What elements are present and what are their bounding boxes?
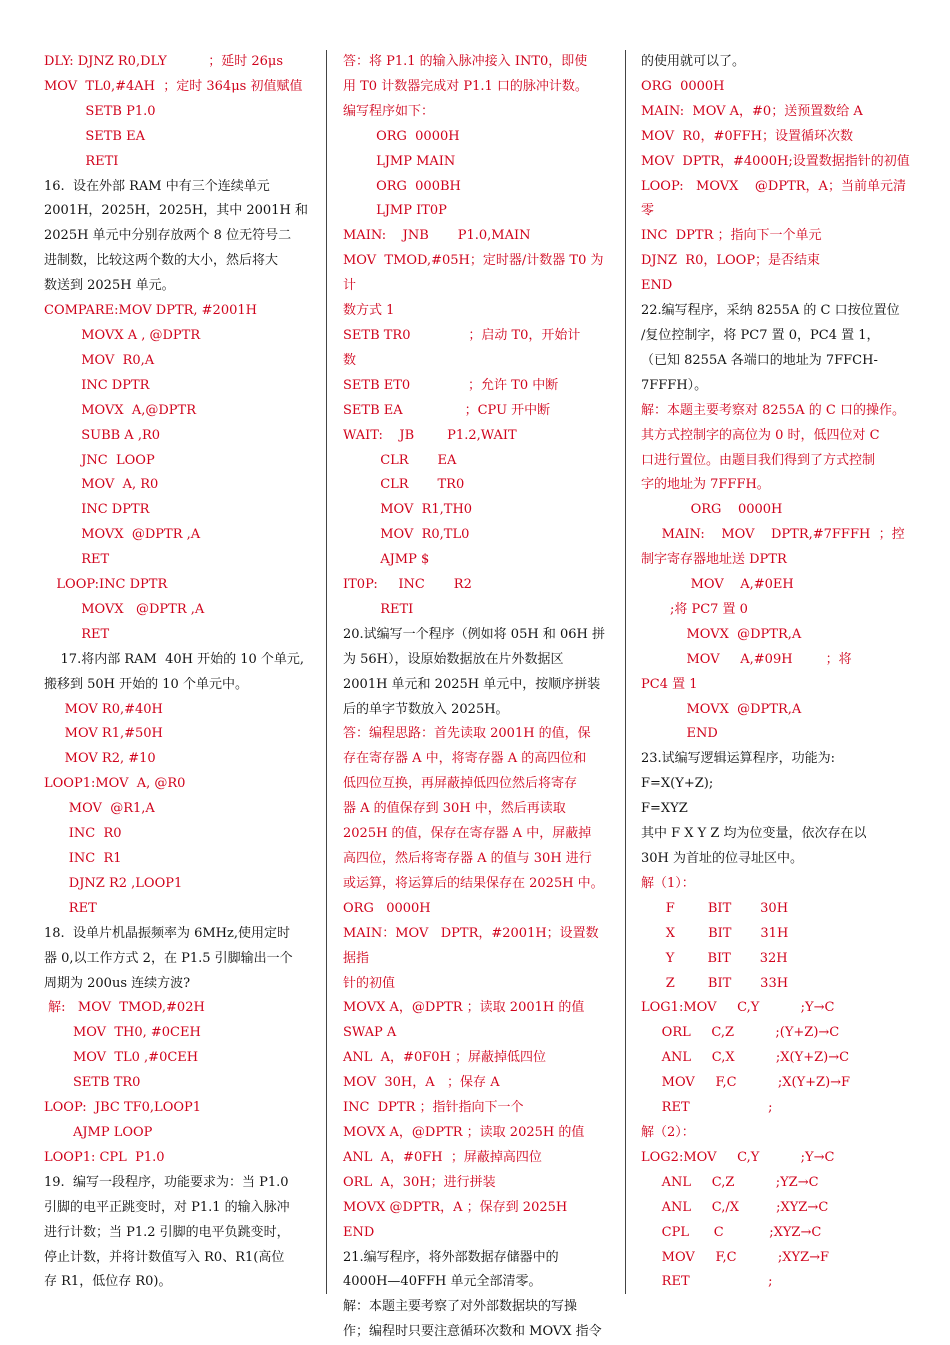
text-line: 低四位互换，再屏蔽掉低四位然后将寄存 [343,776,578,792]
text-line: 为 56H），设原始数据放在片外数据区 [343,651,564,667]
text-line: INC DPTR [44,502,150,518]
text-line: 后的单字节数放入 2025H。 [343,701,509,717]
text-line: 数方式 1 [343,303,395,319]
text-line: 存在寄存器 A 中，将寄存器 A 的高四位和 [343,751,587,767]
text-line: MOV R0,A [44,352,155,368]
text-line: MOVX A , @DPTR [44,327,201,343]
text-line: MOV A,#0EH [641,577,794,593]
text-line: MAIN: MOV DPTR,#7FFFH ；控 [641,527,905,543]
text-line: MOV R0,TL0 [343,527,470,543]
text-line: MAIN: MOV A，#0；送预置数给 A [641,103,863,119]
text-line: AJMP $ [343,552,430,568]
text-line: ORG 000BH [343,178,461,194]
text-line: SETB TR0 ；启动 T0，开始计 [343,327,581,343]
text-line: 零 [641,203,655,219]
text-line: 2025H 的值，保存在寄存器 A 中，屏蔽掉 [343,826,592,842]
text-line: 解：本题主要考察了对外部数据块的写操 [343,1299,578,1315]
text-line: ORG 0000H [641,502,783,518]
text-line: INC DPTR ；指向下一个单元 [641,228,822,244]
column-divider [625,50,626,1294]
text-line: 解：本题主要考察对 8255A 的 C 口的操作。 [641,402,905,418]
text-line: 其方式控制字的高位为 0 时，低四位对 C [641,427,880,443]
text-line: INC R0 [44,826,122,842]
text-line: COMPARE:MOV DPTR, #2001H [44,303,257,319]
text-line: ORG 0000H [343,900,431,916]
text-line: MOVX @DPTR ,A [44,527,201,543]
text-line: 引脚的电平正跳变时，对 P1.1 的输入脉冲 [44,1199,290,1215]
text-line: END [641,278,673,294]
text-line: 用 T0 计数器完成对 P1.1 口的脉冲计数。 [343,78,588,94]
text-line: MOV TMOD,#05H；定时器/计数器 T0 为计 [343,253,604,294]
text-line: LOG1:MOV C,Y ;Y→C [641,1000,835,1016]
text-line: F=X(Y+Z); [641,776,714,792]
text-line: CLR TR0 [343,477,465,493]
text-line: ORL A，30H；进行拼装 [343,1174,496,1190]
text-line: MOV TH0, #0CEH [44,1025,201,1041]
text-line: 2001H，2025H，2025H，其中 2001H 和 [44,203,308,219]
text-line: 20.试编写一个程序（例如将 05H 和 06H 拼 [343,626,605,642]
text-line: INC R1 [44,851,122,866]
text-line: MOV A,#09H ；将 [641,651,852,667]
text-line: LOOP: JBC TF0,LOOP1 [44,1100,202,1116]
text-line: 器 0,以工作方式 2，在 P1.5 引脚输出一个 [44,950,293,966]
text-line: ANL C,Z ;YZ→C [641,1174,819,1190]
text-line: SUBB A ,R0 [44,427,161,443]
text-line: SETB TR0 [44,1075,141,1091]
text-line: 7FFFH）。 [641,377,708,393]
text-line: 4000H—40FFH 单元全部清零。 [343,1274,542,1290]
text-line: 字的地址为 7FFFH。 [641,477,770,493]
text-line: MOV 30H，A ；保存 A [343,1075,500,1091]
text-line: ORG 0000H [343,128,460,144]
text-line: LOOP:INC DPTR [44,577,168,593]
text-line: AJMP LOOP [44,1124,153,1140]
text-line: MOV @R1,A [44,801,155,817]
text-line: END [343,1224,375,1240]
text-line: ANL C,X ;X(Y+Z)→C [641,1050,850,1066]
text-line: 编写程序如下： [343,103,435,119]
text-line: 作；编程时只要注意循环次数和 MOVX 指令 [343,1324,602,1340]
text-line: 的使用就可以了。 [641,54,746,69]
text-line: ANL A，#0F0H ；屏蔽掉低四位 [343,1050,546,1066]
text-line: INC DPTR ；指针指向下一个 [343,1100,524,1116]
text-line: LJMP IT0P [343,203,447,219]
text-line: 2025H 单元中分别存放两个 8 位无符号二 [44,228,292,244]
text-line: CLR EA [343,452,457,468]
text-line: MOV TL0 ,#0CEH [44,1050,199,1066]
text-line: DJNZ R0，LOOP；是否结束 [641,253,821,269]
text-line: 存 R1，低位存 R0)。 [44,1274,172,1290]
text-line: （已知 8255A 各端口的地址为 7FFCH- [641,352,878,368]
column-left [44,50,312,1295]
text-line: MOV A, R0 [44,477,159,493]
text-line: MOVX @DPTR,A [641,701,802,717]
column-middle [343,50,609,1345]
text-line: Y BIT 32H [641,950,788,966]
text-line: RET ; [641,1100,773,1116]
text-line: MOV R2, #10 [44,751,156,767]
text-line: 进行计数；当 P1.2 引脚的电平负跳变时， [44,1224,290,1240]
text-line: MOVX @DPTR ,A [44,601,205,617]
text-line: CPL C ;XYZ→C [641,1224,822,1240]
text-line: 解: MOV TMOD,#02H [44,1000,205,1016]
text-line: 制字寄存器地址送 DPTR [641,552,787,568]
text-line: 21.编写程序，将外部数据存储器中的 [343,1249,559,1265]
text-line: RET [44,552,110,568]
text-line: 30H 为首址的位寻址区中。 [641,851,804,866]
text-line: 针的初值 [343,975,396,991]
text-line: RET [44,626,110,642]
text-line: DLY: DJNZ R0,DLY ；延时 26μs [44,54,284,69]
text-line: MOV R1,#50H [44,726,163,742]
text-line: ANL C,/X ;XYZ→C [641,1199,829,1215]
text-line: F BIT 30H [641,900,789,916]
text-line: 解（1）： [641,875,695,891]
text-line: Z BIT 33H [641,975,789,991]
text-line: MOV R1,TH0 [343,502,473,518]
text-line: MOVX A，@DPTR ；读取 2025H 的值 [343,1124,585,1140]
text-line: JNC LOOP [44,452,155,468]
text-line: SWAP A [343,1025,397,1041]
text-line: 答：将 P1.1 的输入脉冲接入 INT0，即使 [343,54,588,69]
text-line: 18. 设单片机晶振频率为 6MHz,使用定时 [44,925,290,941]
text-line: 答：编程思路：首先读取 2001H 的值，保 [343,726,591,742]
text-line: ORG 0000H [641,78,725,94]
text-line: ;将 PC7 置 0 [641,601,748,617]
text-line: 解（2）： [641,1124,695,1140]
text-line: LJMP MAIN [343,153,456,169]
text-line: 17.将内部 RAM 40H 开始的 10 个单元, [44,651,305,667]
text-line: MOVX A，@DPTR ；读取 2001H 的值 [343,1000,585,1016]
text-line: X BIT 31H [641,925,789,941]
text-line: MOVX A,@DPTR [44,402,197,418]
text-line: MAIN：MOV DPTR，#2001H；设置数据指 [343,925,599,966]
text-line: 数送到 2025H 单元。 [44,278,175,294]
text-line: ORL C,Z ;(Y+Z)→C [641,1025,840,1041]
text-line: MOVX @DPTR,A [641,626,802,642]
text-line: SETB EA [44,128,145,144]
text-line: 器 A 的值保存到 30H 中，然后再读取 [343,801,566,817]
text-line: MOV R0，#0FFH；设置循环次数 [641,128,853,144]
text-line: 或运算，将运算后的结果保存在 2025H 中。 [343,875,604,891]
text-line: 高四位，然后将寄存器 A 的值与 30H 进行 [343,851,592,866]
text-line: END [641,726,718,742]
text-line: 数 [343,352,357,368]
text-line: 周期为 200us 连续方波? [44,975,191,991]
text-line: 19. 编写一段程序，功能要求为：当 P1.0 [44,1174,289,1190]
text-line: 停止计数，并将计数值写入 R0、R1(高位 [44,1249,285,1265]
column-divider [326,50,327,1294]
text-line: SETB ET0 ；允许 T0 中断 [343,377,559,393]
text-line: PC4 置 1 [641,676,698,692]
text-line: INC DPTR [44,377,150,393]
text-line: MOV DPTR，#4000H;设置数据指针的初值 [641,153,910,169]
text-line: LOOP1:MOV A, @R0 [44,776,186,792]
text-line: DJNZ R2 ,LOOP1 [44,875,183,891]
text-line: 2001H 单元和 2025H 单元中，按顺序拼装 [343,676,601,692]
text-line: MOV F,C ;X(Y+Z)→F [641,1075,851,1091]
text-line: WAIT: JB P1.2,WAIT [343,427,517,443]
text-line: 23.试编写逻辑运算程序，功能为: [641,751,836,767]
text-line: 16. 设在外部 RAM 中有三个连续单元 [44,178,270,194]
text-line: LOOP1: CPL P1.0 [44,1149,165,1165]
text-line: 22.编写程序，采纳 8255A 的 C 口按位置位 [641,303,900,319]
text-line: 口进行置位。由题目我们得到了方式控制 [641,452,876,468]
text-line: 其中 F X Y Z 均为位变量，依次存在以 [641,826,867,842]
text-line: RETI [44,153,119,169]
text-line: MOV F,C ;XYZ→F [641,1249,830,1265]
text-line: MOVX @DPTR，A ；保存到 2025H [343,1199,568,1215]
text-line: 进制数，比较这两个数的大小，然后将大 [44,253,279,269]
text-line: SETB EA ；CPU 开中断 [343,402,551,418]
text-line: F=XYZ [641,801,688,817]
text-line: MOV TL0,#4AH ；定时 364μs 初值赋值 [44,78,303,94]
text-line: RETI [343,601,414,617]
text-line: LOOP: MOVX @DPTR，A；当前单元清 [641,178,906,194]
text-line: SETB P1.0 [44,103,156,119]
text-line: RET [44,900,97,916]
text-line: IT0P: INC R2 [343,577,472,593]
text-line: MAIN: JNB P1.0,MAIN [343,228,531,244]
text-line: MOV R0,#40H [44,701,163,717]
column-right [641,50,917,1295]
text-line: RET ; [641,1274,773,1290]
text-line: 搬移到 50H 开始的 10 个单元中。 [44,676,248,692]
text-line: ANL A，#0FH ；屏蔽掉高四位 [343,1149,542,1165]
text-line: LOG2:MOV C,Y ;Y→C [641,1149,835,1165]
text-line: /复位控制字，将 PC7 置 0，PC4 置 1， [641,327,880,343]
